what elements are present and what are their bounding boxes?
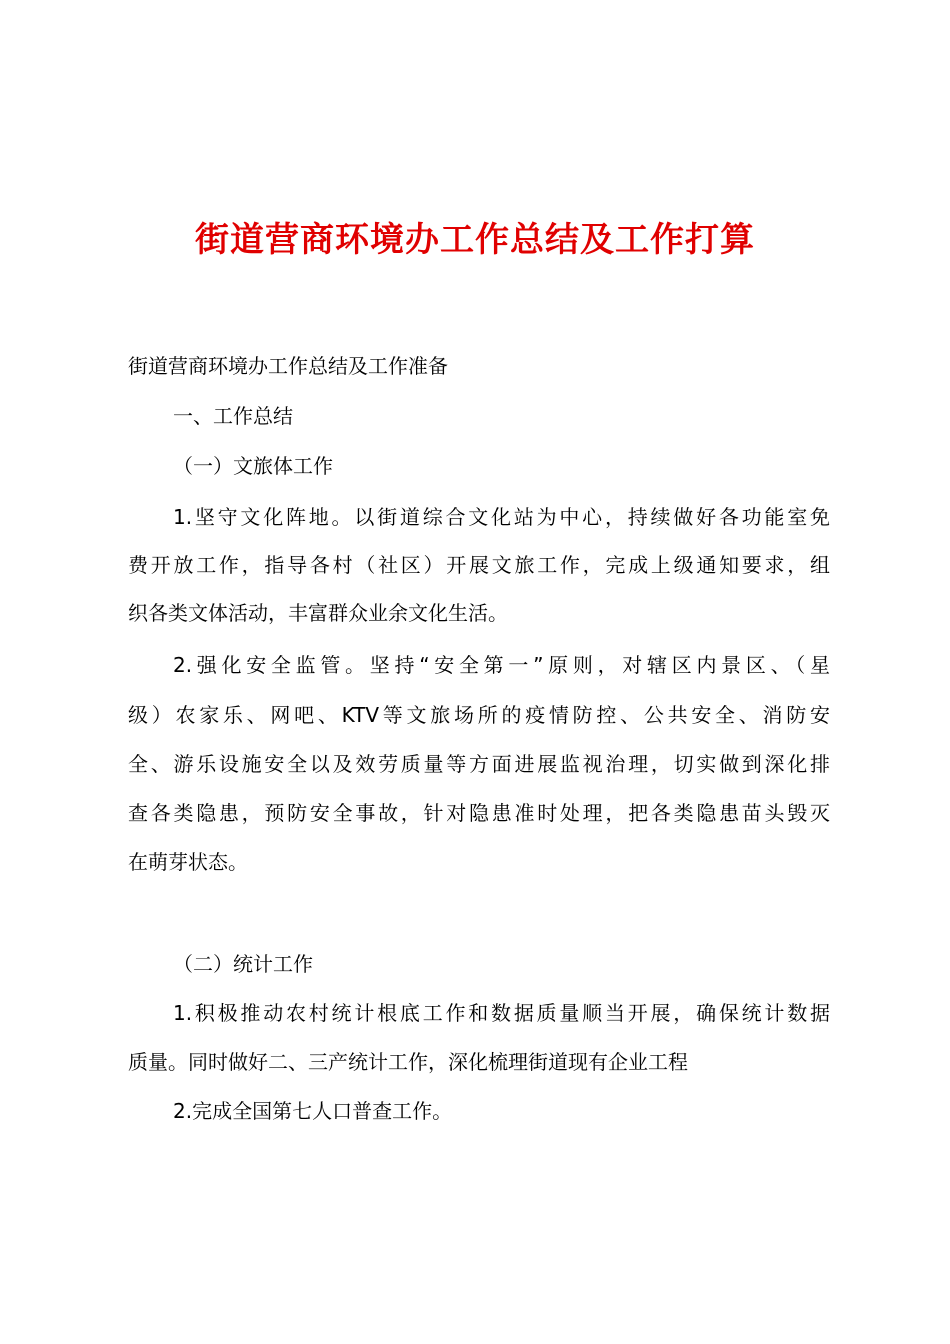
section-heading-summary: 一、工作总结 (173, 404, 293, 428)
paragraph-line: 级）农家乐、网吧、KTV等文旅场所的疫情防控、公共安全、消防安 (128, 703, 830, 727)
paragraph-line: 1.积极推动农村统计根底工作和数据质量顺当开展，确保统计数据 (173, 1001, 830, 1025)
paragraph-line: 2.完成全国第七人口普查工作。 (173, 1099, 453, 1123)
paragraph-line: 费开放工作，指导各村（社区）开展文旅工作，完成上级通知要求，组 (128, 553, 830, 577)
paragraph-line: 1.坚守文化阵地。以街道综合文化站为中心，持续做好各功能室免 (173, 505, 830, 529)
paragraph-line: 在萌芽状态。 (128, 850, 248, 874)
subsection-heading-culture-tourism: （一）文旅体工作 (173, 454, 333, 478)
paragraph-line: 织各类文体活动，丰富群众业余文化生活。 (128, 601, 508, 625)
document-subtitle: 街道营商环境办工作总结及工作准备 (128, 354, 448, 378)
paragraph-line: 2.强化安全监管。坚持“安全第一”原则，对辖区内景区、（星 (173, 653, 830, 677)
paragraph-line: 质量。同时做好二、三产统计工作，深化梳理街道现有企业工程 (128, 1050, 688, 1074)
subsection-heading-statistics: （二）统计工作 (173, 952, 313, 976)
paragraph-line: 查各类隐患，预防安全事故，针对隐患准时处理，把各类隐患苗头毁灭 (128, 801, 830, 825)
document-title: 街道营商环境办工作总结及工作打算 (195, 220, 755, 260)
paragraph-line: 全、游乐设施安全以及效劳质量等方面进展监视治理，切实做到深化排 (128, 752, 830, 776)
